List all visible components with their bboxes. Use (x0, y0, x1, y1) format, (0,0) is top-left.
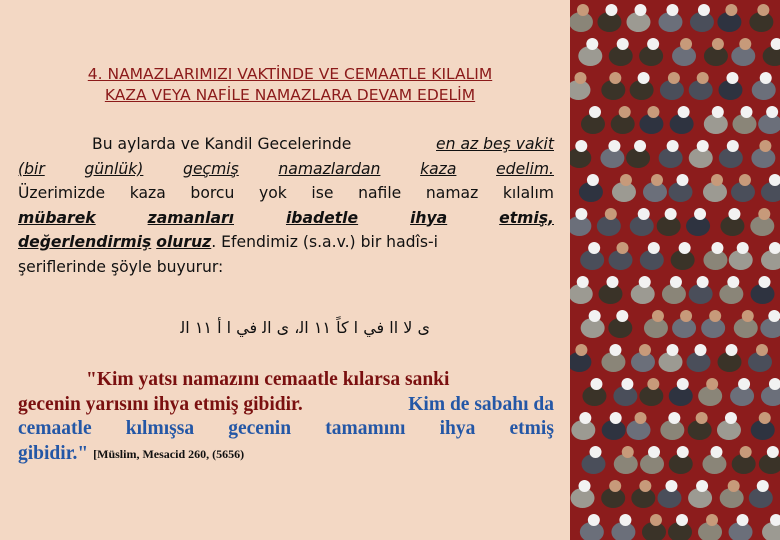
worshipper-head (622, 446, 634, 458)
worshipper-head (648, 242, 660, 254)
para-word: zamanları (147, 208, 234, 227)
hadith-word: gecenin (228, 418, 292, 439)
para-text: şeriflerinde şöyle buyurur: (18, 257, 224, 276)
para-text: . Efendimiz (s.a.v.) bir hadîs-i (211, 233, 438, 251)
worshipper-head (667, 140, 679, 152)
worshipper-head (737, 514, 749, 526)
hadith-source: [Müslim, Mesacid 260, (5656) (93, 446, 245, 461)
worshipper-head (726, 72, 738, 84)
worshipper-head (609, 480, 621, 492)
worshipper-head (728, 208, 740, 220)
worshipper-head (759, 412, 771, 424)
worshipper-head (577, 4, 589, 16)
worshipper-head (609, 72, 621, 84)
worshipper-head (678, 106, 690, 118)
worshipper-head (737, 242, 749, 254)
worshipper-head (740, 106, 752, 118)
worshipper-head (757, 4, 769, 16)
worshipper-head (665, 208, 677, 220)
worshipper-head (728, 480, 740, 492)
para-line-3 (18, 181, 554, 206)
worshipper-head (697, 276, 709, 288)
praying-congregation-photo (570, 0, 780, 540)
hadith-line-2 (18, 393, 554, 418)
worshipper-head (588, 242, 600, 254)
worshipper-head (759, 140, 771, 152)
worshipper-head (725, 412, 737, 424)
para-word: (bir (18, 159, 45, 178)
worshipper-head (620, 174, 632, 186)
worshipper-head (676, 174, 688, 186)
para-word: edelim. (496, 159, 554, 178)
worshipper-head (680, 310, 692, 322)
hadith-text-blue: Kim de sabahı da (408, 393, 554, 415)
para-emphasis: oluruz (156, 233, 212, 251)
worshipper-head (680, 38, 692, 50)
worshipper-head (577, 276, 589, 288)
worshipper-head (652, 310, 664, 322)
worshipper-head (757, 480, 769, 492)
worshipper-head (695, 344, 707, 356)
worshipper-head (668, 412, 680, 424)
para-emphasis: değerlendirmiş (18, 233, 152, 251)
worshipper-head (590, 378, 602, 390)
worshipper-head (619, 514, 631, 526)
hadith-text: gibidir." (18, 442, 89, 464)
worshipper-head (590, 446, 602, 458)
section-heading (14, 64, 566, 106)
para-word: ise (311, 184, 334, 202)
worshipper-head (740, 446, 752, 458)
worshipper-head (606, 276, 618, 288)
worshipper-head (742, 310, 754, 322)
worshipper-head (586, 38, 598, 50)
hadith-line-4 (18, 442, 554, 467)
worshipper-head (711, 174, 723, 186)
worshipper-head (608, 140, 620, 152)
worshipper-head (727, 140, 739, 152)
worshipper-head (634, 140, 646, 152)
worshipper-head (635, 412, 647, 424)
worshipper-head (697, 140, 709, 152)
worshipper-head (621, 378, 633, 390)
hadith-text: gecenin yarısını ihya etmiş gibidir. (18, 393, 303, 415)
worshipper-head (574, 72, 586, 84)
hadith-word: tamamını (325, 418, 406, 439)
para-word: namaz (425, 184, 479, 202)
worshipper-head (639, 344, 651, 356)
worshipper-head (587, 174, 599, 186)
worshipper-head (639, 276, 651, 288)
para-word: mübarek (18, 208, 96, 227)
worshipper-head (758, 208, 770, 220)
worshipper-head (712, 38, 724, 50)
worshipper-head (666, 4, 678, 16)
worshipper-head (575, 140, 587, 152)
worshipper-head (677, 378, 689, 390)
worshipper-head (668, 72, 680, 84)
para-word: kaza (420, 159, 457, 178)
worshipper-head (670, 276, 682, 288)
hadith-word: etmiş (509, 418, 554, 439)
worshipper-head (589, 106, 601, 118)
worshipper-head (756, 344, 768, 356)
worshipper-head (638, 72, 650, 84)
para-word: nafile (358, 184, 402, 202)
para-emphasis: en az beş vakit (436, 135, 554, 153)
para-word: ihya (410, 208, 448, 227)
worshipper-head (709, 310, 721, 322)
worshipper-head (588, 514, 600, 526)
heading-line-2: KAZA VEYA NAFİLE NAMAZLARA DEVAM EDELİM (104, 86, 476, 104)
worshipper-head (706, 514, 718, 526)
worshipper-head (726, 344, 738, 356)
worshipper-head (610, 412, 622, 424)
worshipper-head (706, 378, 718, 390)
worshipper-head (679, 242, 691, 254)
worshipper-head (605, 208, 617, 220)
worshipper-head (696, 480, 708, 492)
hadith-word: cemaatle (18, 418, 92, 439)
para-word: borcu (190, 184, 235, 202)
worshipper-head (727, 276, 739, 288)
para-word: ibadetle (285, 208, 359, 227)
worshipper-head (605, 4, 617, 16)
para-word: yok (259, 184, 287, 202)
worshipper-head (676, 514, 688, 526)
para-line-2 (18, 157, 554, 182)
worshipper-head (638, 208, 650, 220)
worshipper-head (619, 106, 631, 118)
heading-line-1: 4. NAMAZLARIMIZI VAKTİNDE VE CEMAATLE KILALIM (87, 65, 493, 83)
worshipper-head (738, 378, 750, 390)
para-word: namazlardan (278, 159, 381, 178)
worshipper-head (589, 310, 601, 322)
para-word: etmiş, (499, 208, 554, 227)
worshipper-head (579, 412, 591, 424)
worshipper-head (725, 4, 737, 16)
worshipper-head (634, 4, 646, 16)
worshipper-head (739, 38, 751, 50)
arabic-hadith: ى لا اا في ا كاً ١١ اﻟ، ى اﻟ في ا أ ١١ اﻟ (180, 318, 430, 337)
worshipper-head (647, 378, 659, 390)
worshipper-head (759, 276, 771, 288)
worshipper-head (647, 106, 659, 118)
worshipper-head (647, 38, 659, 50)
worshipper-head (677, 446, 689, 458)
worshipper-head (696, 412, 708, 424)
para-word: Üzerimizde (18, 184, 106, 202)
para-word: günlük) (84, 159, 144, 178)
worshipper-head (711, 242, 723, 254)
worshipper-head (616, 242, 628, 254)
para-word: kılalım (502, 184, 554, 202)
worshipper-head (579, 480, 591, 492)
worshipper-head (739, 174, 751, 186)
worshipper-head (609, 344, 621, 356)
para-word: geçmiş (183, 159, 239, 178)
worshipper-head (639, 480, 651, 492)
worshipper-head (575, 344, 587, 356)
worshipper-head (617, 38, 629, 50)
worshipper-head (648, 446, 660, 458)
worshipper-head (712, 106, 724, 118)
worshipper-head (698, 4, 710, 16)
worshipper-head (651, 174, 663, 186)
para-line-1 (18, 132, 554, 157)
worshipper-head (710, 446, 722, 458)
hadith-line-1 (18, 368, 554, 393)
worshipper-head (665, 480, 677, 492)
worshipper-head (697, 72, 709, 84)
worshipper-head (768, 310, 780, 322)
worshipper-head (650, 514, 662, 526)
worshipper-head (767, 446, 779, 458)
para-text: Bu aylarda ve Kandil Gecelerinde (92, 135, 352, 153)
hadith-word: kılmışsa (125, 418, 195, 439)
para-line-4 (18, 206, 554, 231)
para-word: kaza (129, 184, 166, 202)
worshipper-head (694, 208, 706, 220)
body-paragraph (18, 132, 554, 279)
worshipper-head (766, 106, 778, 118)
congregation-image (570, 0, 780, 540)
para-line-5 (18, 230, 554, 255)
hadith-text: "Kim yatsı namazını cemaatle kılarsa sanki (86, 369, 450, 390)
worshipper-head (575, 208, 587, 220)
para-line-6 (18, 255, 554, 280)
hadith-quote (18, 368, 554, 466)
worshipper-head (616, 310, 628, 322)
worshipper-head (760, 72, 772, 84)
hadith-line-3 (18, 417, 554, 442)
worshipper-head (667, 344, 679, 356)
hadith-word: ihya (439, 418, 476, 439)
